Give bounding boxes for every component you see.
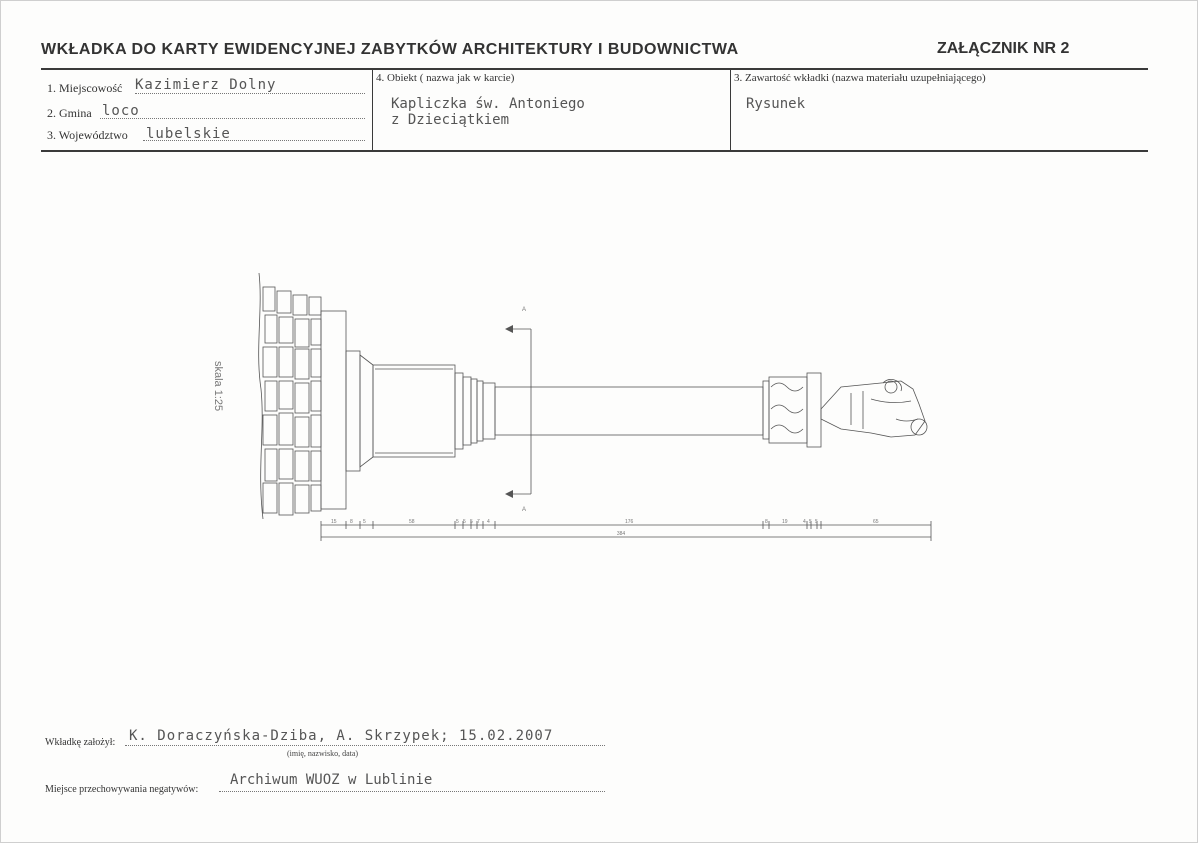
statue-child-head [911, 419, 927, 435]
moulding-3 [471, 379, 477, 443]
wall-outline [259, 273, 263, 519]
header-divider-2 [730, 69, 731, 151]
dim-1: 8 [350, 519, 353, 525]
pedestal-block [373, 365, 455, 457]
dim-4: 5 [456, 519, 459, 525]
statue-saint-head [885, 381, 897, 393]
dim-2: 5 [363, 519, 366, 525]
dim-6: 5 [470, 519, 473, 525]
dim-8: 4 [487, 519, 490, 525]
section-arrow-bottom [505, 490, 513, 498]
dim-13: 5 [809, 519, 812, 525]
place-value: Kazimierz Dolny [135, 77, 277, 93]
dim-0: 15 [331, 519, 337, 525]
header-divider-1 [372, 69, 373, 151]
author-label: Wkładkę założył: [45, 737, 116, 748]
object-name-line2: z Dzieciątkiem [391, 112, 510, 128]
dim-5: 5 [463, 519, 466, 525]
dim-3: 58 [409, 519, 415, 525]
dim-7: 7 [477, 519, 480, 525]
voivodeship-label: 3. Województwo [47, 128, 128, 142]
base-step [346, 351, 360, 471]
storage-dots [219, 791, 605, 792]
wall-stones [263, 287, 321, 515]
voivodeship-value: lubelskie [146, 126, 231, 142]
dim-10: 8 [765, 519, 768, 525]
author-dots [125, 745, 605, 746]
header-rule-bottom [41, 150, 1148, 152]
column-drawing [212, 269, 941, 559]
statue-saint-anthony [821, 381, 925, 437]
dim-9: 176 [625, 519, 634, 525]
dimension-total: 384 [616, 531, 626, 537]
place-label: 1. Miejscowość [47, 81, 123, 95]
form-title: WKŁADKA DO KARTY EWIDENCYJNEJ ZABYTKÓW ARCHITEKTURY I BUDOWNICTWA [41, 41, 739, 58]
author-note: (imię, nazwisko, data) [287, 749, 359, 758]
contents-value: Rysunek [746, 96, 806, 112]
dim-15: 65 [873, 519, 879, 525]
object-label: 4. Obiekt ( nazwa jak w karcie) [376, 72, 515, 84]
section-arrow-top [505, 325, 513, 333]
commune-dots [100, 118, 365, 119]
dim-11: 19 [782, 519, 788, 525]
column-shaft [495, 387, 763, 435]
base-plinth [321, 311, 346, 509]
dim-12: 4 [803, 519, 806, 525]
header-rule-top [41, 68, 1148, 70]
capital-astragal [763, 381, 769, 439]
drawing-scale: skala 1:25 [212, 361, 224, 412]
moulding-5 [483, 383, 495, 439]
storage-value: Archiwum WUOZ w Lublinie [230, 772, 433, 788]
moulding-1 [455, 373, 463, 449]
storage-label: Miejsce przechowywania negatywów: [45, 784, 199, 795]
moulding-4 [477, 381, 483, 441]
contents-label: 3. Zawartość wkładki (nazwa materiału uzupełniającego) [734, 72, 986, 84]
section-label-bottom: A [522, 507, 527, 513]
annex-number: ZAŁĄCZNIK NR 2 [937, 40, 1070, 57]
place-dots [135, 93, 365, 94]
object-name-line1: Kapliczka św. Antoniego [391, 96, 585, 112]
capital-abacus [807, 373, 821, 447]
section-label-top: A [522, 307, 527, 313]
commune-value: loco [102, 103, 140, 119]
author-value: K. Doraczyńska-Dziba, A. Skrzypek; 15.02.2007 [129, 728, 554, 744]
dim-14: 5 [815, 519, 818, 525]
base-moulding [360, 355, 373, 467]
moulding-2 [463, 377, 471, 445]
capital-ornament [771, 383, 803, 433]
commune-label: 2. Gmina [47, 106, 92, 120]
